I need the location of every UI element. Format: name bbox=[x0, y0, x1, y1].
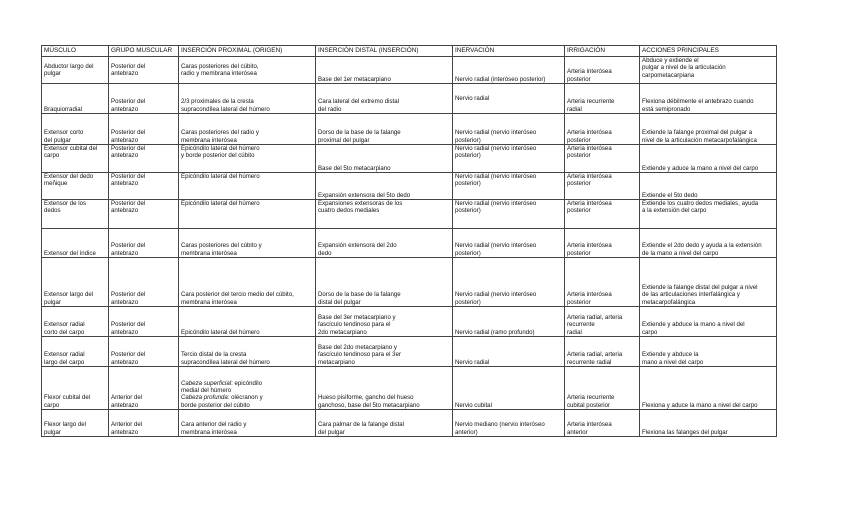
cell-irrigacion: Arteria radial, arteria recurrente radial bbox=[565, 337, 640, 367]
table-row bbox=[42, 200, 777, 229]
cell-musculo: Extensor del dedo meñique bbox=[42, 173, 109, 200]
cell-proximal: Caras posteriores del cúbito, radio y membrana interósea bbox=[179, 57, 316, 84]
header-acciones: ACCIONES PRINCIPALES bbox=[640, 46, 777, 57]
cell-proximal: Caras posteriores del radio y membrana interósea bbox=[179, 114, 316, 145]
header-insercion-distal: INSERCIÓN DISTAL (INSERCIÓN) bbox=[316, 46, 453, 57]
table-row bbox=[42, 145, 777, 173]
cell-grupo: Anterior del antebrazo bbox=[109, 410, 179, 437]
cell-grupo: Posterior del antebrazo bbox=[109, 307, 179, 337]
cell-acciones: Flexiona las falanges del pulgar bbox=[640, 410, 777, 437]
cabeza-superficial-label: Cabeza superficial bbox=[181, 379, 232, 387]
cell-acciones: Flexiona débilmente el antebrazo cuando está semipronado bbox=[640, 84, 777, 114]
table-row bbox=[42, 173, 777, 200]
cell-musculo: Extensor del índice bbox=[42, 229, 109, 258]
cell-acciones: Extiende y aduce la mano a nivel del carpo bbox=[640, 145, 777, 173]
cell-irrigacion: Arteria interósea posterior bbox=[565, 145, 640, 173]
cell-distal: Expansión extensora del 5to dedo bbox=[316, 173, 453, 200]
cell-proximal: Cara anterior del radio y membrana interósea bbox=[179, 410, 316, 437]
cell-distal: Expansión extensora del 2do dedo bbox=[316, 229, 453, 258]
cabeza-superficial-text: : epicóndilo medial del húmero bbox=[181, 379, 262, 395]
table-row bbox=[42, 229, 777, 258]
cell-acciones: Extiende y abduce la mano a nivel del carpo bbox=[640, 307, 777, 337]
table-row bbox=[42, 57, 777, 84]
cell-irrigacion: Arteria interósea posterior bbox=[565, 57, 640, 84]
cell-distal: Expansiones extensoras de los cuatro dedos mediales bbox=[316, 200, 453, 229]
cell-grupo: Posterior del antebrazo bbox=[109, 337, 179, 367]
cell-acciones: Flexiona y aduce la mano a nivel del carpo bbox=[640, 367, 777, 410]
cell-irrigacion: Arteria recurrente radial bbox=[565, 84, 640, 114]
cell-distal: Cara lateral del extremo distal del radio bbox=[316, 84, 453, 114]
table-row bbox=[42, 337, 777, 367]
cell-musculo: Flexor cubital del carpo bbox=[42, 367, 109, 410]
cell-musculo: Extensor radial largo del carpo bbox=[42, 337, 109, 367]
cell-proximal: Epicóndilo lateral del húmero bbox=[179, 200, 316, 229]
cell-distal: Dorso de la base de la falange proximal del pulgar bbox=[316, 114, 453, 145]
header-insercion-proximal: INSERCIÓN PROXIMAL (ORIGEN) bbox=[179, 46, 316, 57]
cell-inervacion: Nervio radial (nervio interóseo posterior) bbox=[453, 200, 565, 229]
cell-distal: Base del 5to metacarpiano bbox=[316, 145, 453, 173]
cell-inervacion: Nervio radial (nervio interóseo posterior) bbox=[453, 173, 565, 200]
cell-proximal: Epicóndilo lateral del húmero y borde posterior del cúbito bbox=[179, 145, 316, 173]
cell-inervacion: Nervio radial (ramo profundo) bbox=[453, 307, 565, 337]
table-row bbox=[42, 258, 777, 307]
table-row bbox=[42, 367, 777, 410]
cell-grupo: Posterior del antebrazo bbox=[109, 114, 179, 145]
cell-irrigacion: Arteria radial, arteria recurrente radial bbox=[565, 307, 640, 337]
cell-distal: Base del 3er metacarpiano y fascículo tendinoso para el 2do metacarpiano bbox=[316, 307, 453, 337]
table-row bbox=[42, 307, 777, 337]
cell-grupo: Posterior del antebrazo bbox=[109, 258, 179, 307]
muscle-table bbox=[41, 45, 777, 437]
cabeza-profunda-label: Cabeza profunda bbox=[181, 394, 228, 402]
cell-grupo: Posterior del antebrazo bbox=[109, 84, 179, 114]
cell-distal: Hueso pisiforme, gancho del hueso ganchoso, base del 5to metacarpiano bbox=[316, 367, 453, 410]
cell-grupo: Posterior del antebrazo bbox=[109, 57, 179, 84]
cell-proximal: Caras posteriores del cúbito y membrana interósea bbox=[179, 229, 316, 258]
cell-proximal: 2/3 proximales de la cresta supracondílea lateral del húmero bbox=[179, 84, 316, 114]
cell-proximal: Cara posterior del tercio medio del cúbito, membrana interósea bbox=[179, 258, 316, 307]
cell-irrigacion: Arteria recurrente cubital posterior bbox=[565, 367, 640, 410]
cell-proximal: Tercio distal de la cresta supracondílea lateral del húmero bbox=[179, 337, 316, 367]
cell-proximal: Epicóndilo lateral del húmero bbox=[179, 307, 316, 337]
cell-grupo: Posterior del antebrazo bbox=[109, 200, 179, 229]
cell-inervacion: Nervio radial (nervio interóseo posterior) bbox=[453, 229, 565, 258]
cell-musculo: Extensor largo del pulgar bbox=[42, 258, 109, 307]
cell-musculo: Extensor de los dedos bbox=[42, 200, 109, 229]
cell-distal: Base del 1er metacarpiano bbox=[316, 57, 453, 84]
cell-inervacion: Nervio radial (nervio interóseo posterior) bbox=[453, 145, 565, 173]
cell-grupo: Posterior del antebrazo bbox=[109, 145, 179, 173]
cell-acciones: Extiende los cuatro dedos mediales, ayuda a la extensión del carpo bbox=[640, 200, 777, 229]
cell-irrigacion: Arteria interósea posterior bbox=[565, 200, 640, 229]
cell-irrigacion: Arteria interósea posterior bbox=[565, 173, 640, 200]
cell-inervacion: Nervio radial bbox=[453, 84, 565, 114]
cell-proximal: Epicóndilo lateral del húmero bbox=[179, 173, 316, 200]
cell-musculo: Extensor corto del pulgar bbox=[42, 114, 109, 145]
cell-inervacion: Nervio radial (nervio interóseo posterior) bbox=[453, 258, 565, 307]
cell-musculo: Extensor cubital del carpo bbox=[42, 145, 109, 173]
header-row bbox=[42, 46, 777, 57]
cell-inervacion: Nervio cubital bbox=[453, 367, 565, 410]
cell-inervacion: Nervio radial (interóseo posterior) bbox=[453, 57, 565, 84]
cell-irrigacion: Arteria interósea anterior bbox=[565, 410, 640, 437]
cell-acciones: Extiende el 2do dedo y ayuda a la extensión de la mano a nivel del carpo bbox=[640, 229, 777, 258]
cell-distal: Cara palmar de la falange distal del pulgar bbox=[316, 410, 453, 437]
cell-distal: Dorso de la base de la falange distal del pulgar bbox=[316, 258, 453, 307]
header-inervacion: INERVACIÓN bbox=[453, 46, 565, 57]
table-row bbox=[42, 84, 777, 114]
cell-inervacion: Nervio radial (nervio interóseo posterior) bbox=[453, 114, 565, 145]
cell-inervacion: Nervio radial bbox=[453, 337, 565, 367]
header-grupo-muscular: GRUPO MUSCULAR bbox=[109, 46, 179, 57]
cell-acciones: Extiende la falange distal del pulgar a nivel de las articulaciones interfalángica y metacarpofalángica bbox=[640, 258, 777, 307]
cell-musculo: Extensor radial corto del carpo bbox=[42, 307, 109, 337]
cell-acciones: Extiende el 5to dedo bbox=[640, 173, 777, 200]
table-row bbox=[42, 114, 777, 145]
cell-irrigacion: Arteria interósea posterior bbox=[565, 229, 640, 258]
cell-musculo: Braquiorradial bbox=[42, 84, 109, 114]
cell-acciones: Abduce y extiende el pulgar a nivel de la articulación carpometacarpiana bbox=[640, 57, 777, 84]
cell-distal: Base del 2do metacarpiano y fascículo tendinoso para el 3er metacarpiano bbox=[316, 337, 453, 367]
cell-acciones: Extiende y abduce la mano a nivel del carpo bbox=[640, 337, 777, 367]
cell-musculo: Abductor largo del pulgar bbox=[42, 57, 109, 84]
cell-acciones: Extiende la falange proximal del pulgar a nivel de la articulación metacarpofalángica bbox=[640, 114, 777, 145]
cell-proximal bbox=[179, 367, 316, 410]
table-row bbox=[42, 410, 777, 437]
cell-grupo: Posterior del antebrazo bbox=[109, 229, 179, 258]
cell-irrigacion: Arteria interósea posterior bbox=[565, 258, 640, 307]
header-musculo: MÚSCULO bbox=[42, 46, 109, 57]
cell-musculo: Flexor largo del pulgar bbox=[42, 410, 109, 437]
cabeza-profunda-text: : olécranon y borde posterior del cúbito bbox=[181, 394, 263, 409]
cell-grupo: Anterior del antebrazo bbox=[109, 367, 179, 410]
cell-irrigacion: Arteria interósea posterior bbox=[565, 114, 640, 145]
header-irrigacion: IRRIGACIÓN bbox=[565, 46, 640, 57]
cell-inervacion: Nervio mediano (nervio interóseo anterior) bbox=[453, 410, 565, 437]
cell-grupo: Posterior del antebrazo bbox=[109, 173, 179, 200]
